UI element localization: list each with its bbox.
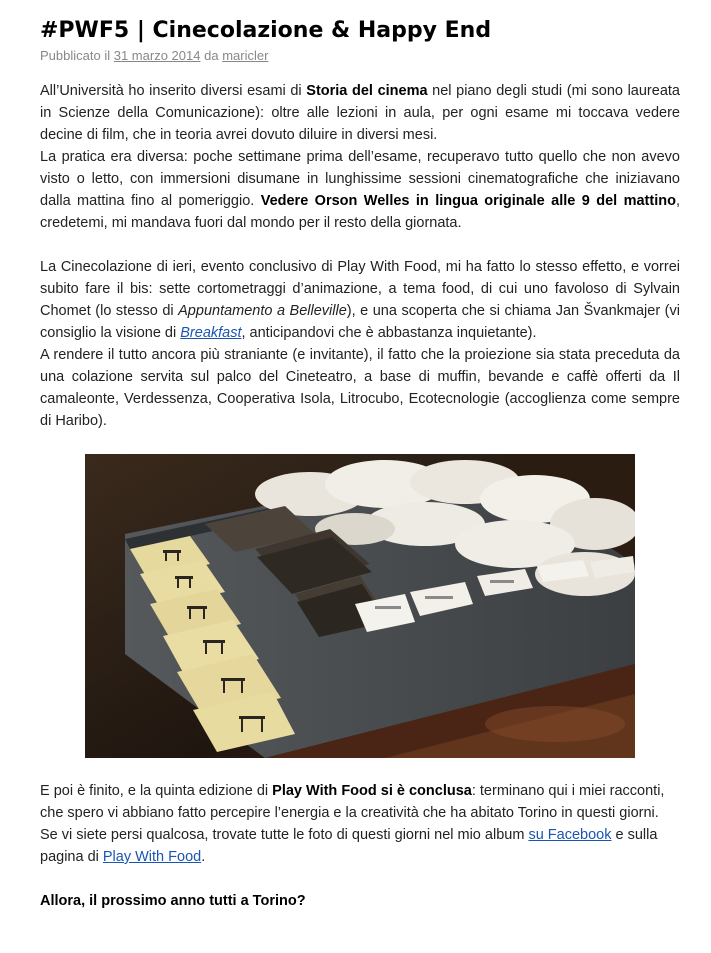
paragraph-conclusion [40,780,680,868]
paragraph-intro [40,80,680,234]
link-text: Breakfast [180,325,242,341]
text: A rendere il tutto ancora più straniante (e invitante), il fatto che la proiezione sia stata preceduta da una colazione servita sul palco del Cineteatro, a base di muffin, bevande e caffè offerti da Il camaleonte, Verdessenza, Cooperativa Isola, Litrocubo, Ecotecnologie (accoglienza come sempre di Haribo). [40,347,680,429]
text: nel piano degli studi (mi sono laureata in Scienze della Comunicazione): oltre alle lezioni in aula, per ogni esame mi toccava vedere decine di film, che in teoria avrei dovuto diluire in diversi mesi. [40,83,680,143]
text: ), e una scoperta che si chiama Jan Švankmajer (vi consiglio la visione di [40,303,680,341]
bold-text: Play With Food si è conclusa [272,783,472,799]
post-date-link[interactable]: 31 marzo 2014 [113,48,201,63]
post-content [40,80,680,934]
text: , anticipandovi che è abbastanza inquietante). [241,325,537,341]
meta-by: da [204,48,219,63]
event-photo[interactable] [85,454,635,758]
text: E poi è finito, e la quinta edizione di [40,783,273,799]
bold-text: Allora, il prossimo anno tutti a Torino? [40,893,306,909]
paragraph-closing [40,890,680,912]
meta-prefix: Pubblicato il [40,48,111,63]
text: Se vi siete persi qualcosa, trovate tutte le foto di questi giorni nel mio album [40,827,529,843]
photo-floor-reflection [485,706,625,742]
facebook-link[interactable]: su Facebook [528,827,612,843]
bold-text: Vedere Orson Welles in lingua originale alle 9 del mattino [260,193,676,209]
post-meta [40,48,268,64]
breakfast-link[interactable] [180,325,241,341]
text: La pratica era diversa: poche settimane prima dell’esame, recuperavo tutto quello che non avevo visto o letto, con immersioni disumane in lunghissime sessioni cinematografiche che iniziavano dalla mattina fino al pomeriggio. [40,149,680,209]
italic-title: Appuntamento a Belleville [178,303,347,319]
bold-text: Storia del cinema [306,83,428,99]
author-link[interactable]: maricler [222,48,269,63]
play-with-food-link[interactable]: Play With Food [102,849,202,865]
text: La Cinecolazione di ieri, evento conclusivo di Play With Food, mi ha fatto lo stesso effetto, e vorrei subito fare il bis: sette cortometraggi d’animazione, a tema food, di cui uno favoloso di Sylvain Chomet (lo stesso di [40,259,680,319]
text: All’Università ho inserito diversi esami di [40,83,307,99]
post-title: #PWF5 | Cinecolazione & Happy End [40,18,492,43]
paragraph-cinecolazione [40,256,680,432]
text: , credetemi, mi mandava fuori dal mondo per il resto della giornata. [40,193,680,231]
text: e sulla pagina di [40,827,658,865]
text: : terminano qui i miei racconti, che spero vi abbiano fatto percepire l’energia e la creatività che ha abitato Torino in questi giorni. [40,783,665,821]
photo-container [40,454,680,758]
text: . [201,849,206,865]
